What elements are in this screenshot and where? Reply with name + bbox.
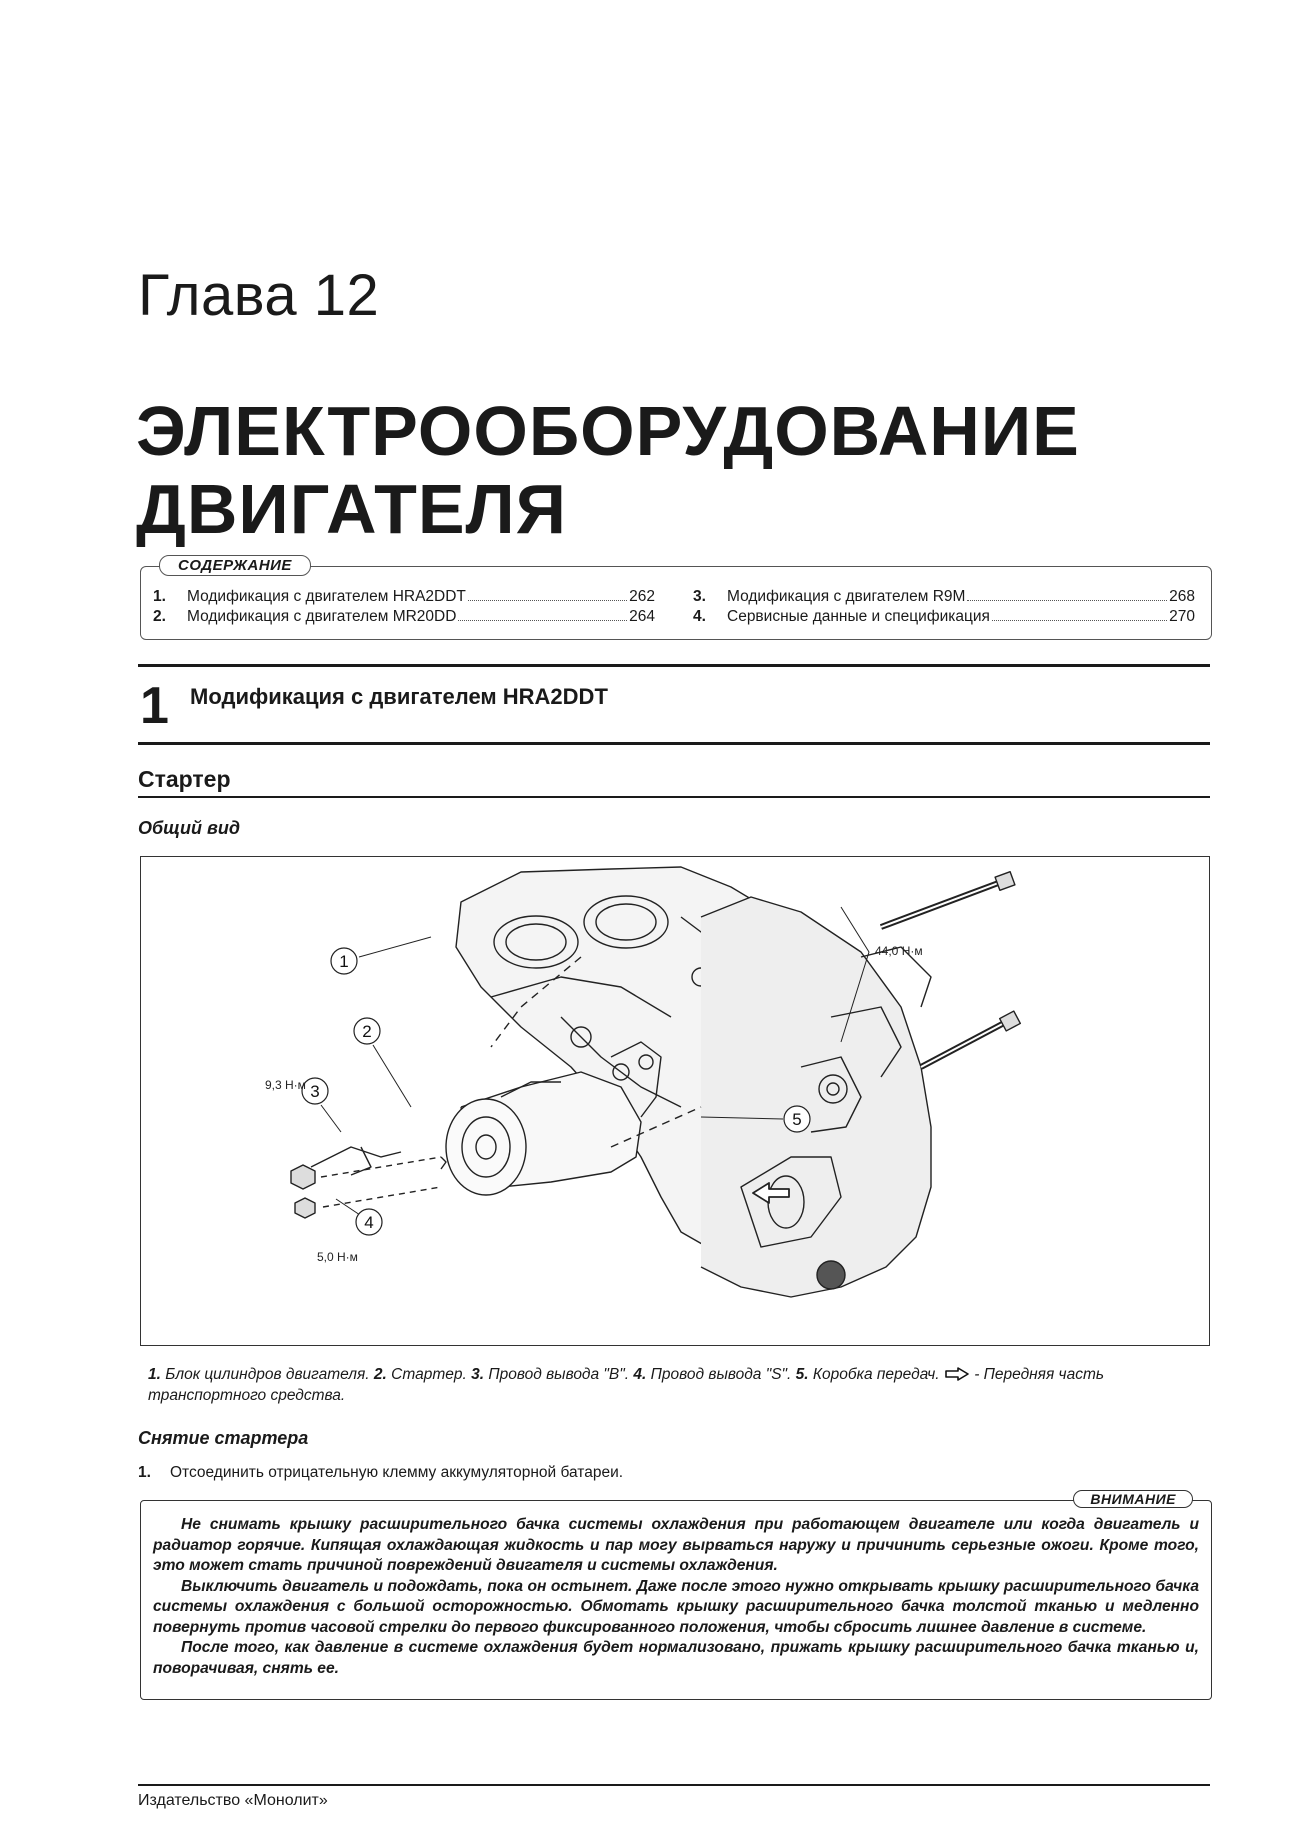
section-top-rule <box>138 664 1210 667</box>
callout-4 <box>356 1209 382 1235</box>
toc-item-number: 4. <box>693 608 706 625</box>
toc-item[interactable] <box>153 587 655 607</box>
publisher-footer: Издательство «Монолит» <box>138 1792 328 1809</box>
warning-paragraph: Выключить двигатель и подождать, пока он остынет. Даже после этого нужно открывать крышку расширительного бачка системы охлаждения с большой осторожностью. Обмотать крышку расширительного бачка толстой тканью и медленно повернуть против часовой стрелки до первого фиксированного положения, чтобы сбросить лишнее давление в системе. <box>153 1577 1199 1636</box>
step-text: Отсоединить отрицательную клемму аккумуляторной батареи. <box>170 1464 624 1481</box>
callout-4-label: 4 <box>364 1213 374 1232</box>
engine-starter-illustration <box>141 857 1209 1345</box>
subsection-rule <box>138 796 1210 798</box>
torque-nut-s-label: 5,0 Н·м <box>317 1250 358 1264</box>
chapter-label: Глава 12 <box>138 263 380 328</box>
toc-item[interactable] <box>693 587 1195 607</box>
caption-num: 5. <box>795 1366 809 1383</box>
figure-caption <box>148 1364 1210 1406</box>
toc-item-page: 270 <box>1169 608 1195 625</box>
caption-num: 1. <box>148 1366 161 1383</box>
section-bottom-rule <box>138 742 1210 745</box>
callout-2-label: 2 <box>362 1022 372 1041</box>
toc-item-title: Модификация с двигателем R9M <box>727 588 966 605</box>
toc-leader-dots <box>458 620 627 621</box>
caption-text: Стартер. <box>386 1366 472 1383</box>
caption-text: Коробка передач. <box>808 1366 944 1383</box>
toc-leader-dots <box>967 600 1167 601</box>
toc-column-left <box>153 587 655 627</box>
toc-item-number: 3. <box>693 588 706 605</box>
warning-paragraph: Не снимать крышку расширительного бачка системы охлаждения при работающем двигателе или когда двигатель и радиатор горячие. Кипящая охлаждающая жидкость и пар могу вырваться наружу и причинить серьезные ожоги. Кроме того, это может стать причиной повреждений двигателя и системы охлаждения. <box>153 1516 1199 1574</box>
removal-heading: Снятие стартера <box>138 1428 309 1448</box>
section-number: 1 <box>140 677 169 735</box>
torque-bolts-label: 44,0 Н·м <box>875 944 923 958</box>
warning-box <box>140 1491 1212 1700</box>
subsection-heading: Стартер <box>138 766 231 792</box>
caption-text: Блок цилиндров двигателя. <box>160 1366 374 1383</box>
front-arrow-icon <box>944 1367 970 1381</box>
toc-item-page: 268 <box>1169 588 1195 605</box>
chapter-title-line-2: ДВИГАТЕЛЯ <box>136 470 567 548</box>
toc-item-page: 262 <box>629 588 655 605</box>
chapter-title <box>136 392 1236 548</box>
caption-arrow-text: - Передняя часть транспортного средства. <box>148 1366 1105 1404</box>
warning-body <box>153 1515 1199 1679</box>
callout-1 <box>331 948 357 974</box>
toc-item-title: Сервисные данные и спецификация <box>727 608 990 625</box>
warning-label: ВНИМАНИЕ <box>1073 1490 1193 1508</box>
callout-5 <box>784 1106 810 1132</box>
caption-num: 3. <box>471 1366 485 1383</box>
callout-1-label: 1 <box>339 952 349 971</box>
toc-leader-dots <box>992 620 1167 621</box>
step-number: 1. <box>138 1464 151 1481</box>
table-of-contents <box>140 557 1212 640</box>
warning-paragraph: После того, как давление в системе охлаждения будет нормализовано, прижать крышку расширительного бачка тканью и, поворачивая, снять ее. <box>153 1639 1199 1677</box>
chapter-title-line-1: ЭЛЕКТРООБОРУДОВАНИЕ <box>136 392 1080 470</box>
toc-item[interactable] <box>693 607 1195 627</box>
caption-num: 2. <box>373 1366 387 1383</box>
toc-label: СОДЕРЖАНИЕ <box>159 555 311 576</box>
callout-5-label: 5 <box>792 1110 802 1129</box>
toc-item-number: 2. <box>153 608 166 625</box>
caption-text: Провод вывода "S". <box>646 1366 796 1383</box>
view-heading: Общий вид <box>138 818 240 838</box>
toc-leader-dots <box>468 600 627 601</box>
starter-figure <box>140 856 1210 1346</box>
section-title: Модификация с двигателем HRA2DDT <box>190 684 608 709</box>
toc-item-page: 264 <box>629 608 655 625</box>
callout-2 <box>354 1018 380 1044</box>
footer-rule <box>138 1784 1210 1786</box>
toc-column-right <box>693 587 1195 627</box>
toc-item-number: 1. <box>153 588 166 605</box>
step-item <box>138 1464 623 1482</box>
caption-text: Провод вывода "B". <box>484 1366 634 1383</box>
toc-item[interactable] <box>153 607 655 627</box>
toc-item-title: Модификация с двигателем HRA2DDT <box>187 588 466 605</box>
callout-3-label: 3 <box>310 1082 320 1101</box>
caption-num: 4. <box>633 1366 647 1383</box>
torque-nut-b-label: 9,3 Н·м <box>265 1078 306 1092</box>
toc-item-title: Модификация с двигателем MR20DD <box>187 608 457 625</box>
